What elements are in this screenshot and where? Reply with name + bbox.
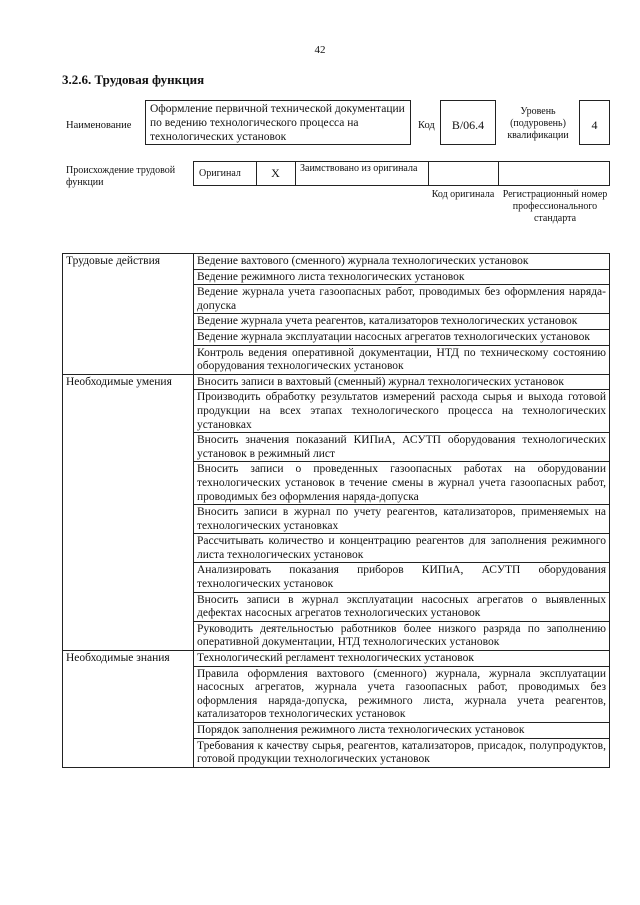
section-row-text: Требования к качеству сырья, реагентов, катализаторов, присадок, полупродуктов, готовой продукции технологических установок xyxy=(194,738,610,767)
table-row xyxy=(63,254,610,270)
function-name-value: Оформление первичной технической документации по ведению технологического процесса на технологических установок xyxy=(145,100,411,145)
reg-number-label: Регистрационный номер профессионального стандарта xyxy=(502,189,608,224)
section-title: Необходимые умения xyxy=(63,374,194,650)
section-title: Необходимые знания xyxy=(63,651,194,768)
original-label: Оригинал xyxy=(199,168,241,179)
origin-divider xyxy=(295,161,296,186)
section-row-text: Технологический регламент технологических установок xyxy=(194,651,610,667)
section-row-text: Руководить деятельностью работников более низкого разряда по заполнению оперативной документации, НТД технологических установок xyxy=(194,621,610,650)
origin-divider xyxy=(428,161,429,186)
borrowed-label: Заимствовано из оригинала xyxy=(300,163,418,174)
section-row-text: Вносить записи о проведенных газоопасных работах на оборудовании технологических установок в течение смены в журнал учета газоопасных работ, проводимых без оформления наряда-допуска xyxy=(194,462,610,505)
section-row-text: Контроль ведения оперативной документации, НТД по техническому состоянию оборудования технологических установок xyxy=(194,345,610,374)
section-row-text: Производить обработку результатов измерений расхода сырья и выхода готовой продукции на всех этапах технологического процесса на технологических установках xyxy=(194,390,610,433)
original-mark: X xyxy=(271,166,280,180)
code-label: Код xyxy=(418,120,435,131)
origin-code-label: Код оригинала xyxy=(431,189,495,200)
function-table xyxy=(62,253,610,768)
name-label: Наименование xyxy=(66,120,132,131)
section-row-text: Вносить значения показаний КИПиА, АСУТП оборудования технологических установок в режимный лист xyxy=(194,433,610,462)
section-row-text: Ведение журнала учета газоопасных работ, проводимых без оформления наряда-допуска xyxy=(194,285,610,314)
section-row-text: Анализировать показания приборов КИПиА, АСУТП оборудования технологических установок xyxy=(194,563,610,592)
code-value: B/06.4 xyxy=(440,100,496,145)
page-number: 42 xyxy=(314,44,326,56)
section-row-text: Ведение режимного листа технологических установок xyxy=(194,269,610,285)
section-row-text: Правила оформления вахтового (сменного) журнала, журнала эксплуатации насосных агрегатов, журнала учета газоопасных работ, проводимых без оформления наряда-допуска, режимного листа, журнала учета реагентов, катализаторов технологических установок xyxy=(194,666,610,722)
section-row-text: Ведение вахтового (сменного) журнала технологических установок xyxy=(194,254,610,270)
section-row-text: Вносить записи в вахтовый (сменный) журнал технологических установок xyxy=(194,374,610,390)
section-row-text: Вносить записи в журнал по учету реагентов, катализаторов, применяемых на технологических установках xyxy=(194,505,610,534)
section-row-text: Вносить записи в журнал эксплуатации насосных агрегатов о выявленных дефектах насосных агрегатов технологических установок xyxy=(194,592,610,621)
table-row xyxy=(63,651,610,667)
qualification-level-label: Уровень (подуровень) квалификации xyxy=(507,106,569,141)
origin-label: Происхождение трудовой функции xyxy=(66,165,176,188)
section-row-text: Рассчитывать количество и концентрацию реагентов для заполнения режимного листа технологических установок xyxy=(194,534,610,563)
section-row-text: Ведение журнала учета реагентов, катализаторов технологических установок xyxy=(194,314,610,330)
section-row-text: Порядок заполнения режимного листа технологических установок xyxy=(194,723,610,739)
section-title: Трудовые действия xyxy=(63,254,194,375)
origin-divider xyxy=(498,161,499,186)
table-row xyxy=(63,374,610,390)
qualification-level-value: 4 xyxy=(579,100,610,145)
section-heading: 3.2.6. Трудовая функция xyxy=(62,72,205,87)
section-row-text: Ведение журнала эксплуатации насосных агрегатов технологических установок xyxy=(194,329,610,345)
